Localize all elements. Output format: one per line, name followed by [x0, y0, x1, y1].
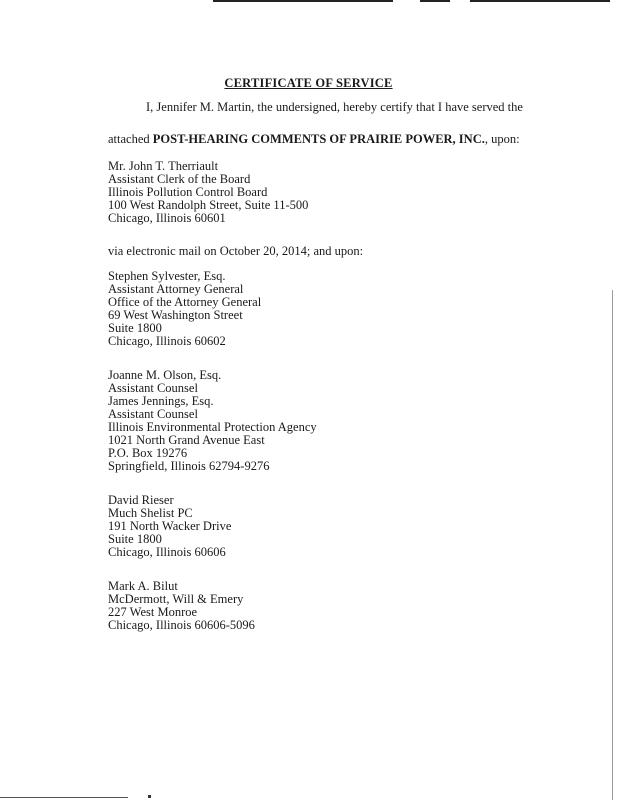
scan-right-edge	[612, 290, 613, 800]
address-line: David Rieser	[108, 493, 174, 507]
scan-top-line	[470, 0, 610, 2]
address-line: Chicago, Illinois 60602	[108, 334, 226, 348]
recipient-address-block	[108, 160, 308, 225]
scan-bottom-line	[0, 797, 128, 798]
served-suffix: , upon:	[484, 132, 520, 146]
address-line: P.O. Box 19276	[108, 446, 188, 460]
address-line: 227 West Monroe	[108, 605, 198, 619]
recipient-address-block	[108, 580, 255, 632]
served-prefix: attached	[108, 132, 153, 146]
address-line: 1021 North Grand Avenue East	[108, 433, 265, 447]
served-document-line	[108, 132, 520, 147]
address-line: Chicago, Illinois 60601	[108, 211, 226, 225]
address-line: Suite 1800	[108, 532, 162, 546]
scan-bottom-mark	[148, 795, 151, 798]
address-line: Illinois Environmental Protection Agency	[108, 420, 317, 434]
served-document-title: POST-HEARING COMMENTS OF PRAIRIE POWER, INC.	[152, 132, 485, 146]
address-line: Stephen Sylvester, Esq.	[108, 269, 226, 283]
address-line: Assistant Attorney General	[108, 282, 244, 296]
certification-statement: I, Jennifer M. Martin, the undersigned, hereby certify that I have served the	[146, 100, 523, 114]
address-line: Mr. John T. Therriault	[108, 159, 219, 173]
address-line: Much Shelist PC	[108, 506, 193, 520]
address-line: Assistant Clerk of the Board	[108, 172, 251, 186]
address-line: Assistant Counsel	[108, 381, 198, 395]
address-line: Office of the Attorney General	[108, 295, 262, 309]
recipient-address-block	[108, 369, 317, 473]
recipient-address-block	[108, 494, 231, 559]
address-line: Suite 1800	[108, 321, 162, 335]
address-line: Assistant Counsel	[108, 407, 198, 421]
address-line: 69 West Washington Street	[108, 308, 243, 322]
address-line: Chicago, Illinois 60606	[108, 545, 226, 559]
address-line: Chicago, Illinois 60606-5096	[108, 618, 255, 632]
address-line: Joanne M. Olson, Esq.	[108, 368, 222, 382]
service-method-line: via electronic mail on October 20, 2014; and upon:	[108, 244, 364, 258]
address-line: McDermott, Will & Emery	[108, 592, 244, 606]
address-line: Mark A. Bilut	[108, 579, 178, 593]
recipient-address-block	[108, 270, 261, 348]
address-line: Springfield, Illinois 62794-9276	[108, 459, 270, 473]
address-line: James Jennings, Esq.	[108, 394, 214, 408]
scan-top-line	[213, 0, 393, 2]
scan-top-line	[420, 0, 450, 2]
document-title: CERTIFICATE OF SERVICE	[224, 76, 393, 90]
address-line: 191 North Wacker Drive	[108, 519, 232, 533]
address-line: 100 West Randolph Street, Suite 11-500	[108, 198, 309, 212]
address-line: Illinois Pollution Control Board	[108, 185, 268, 199]
